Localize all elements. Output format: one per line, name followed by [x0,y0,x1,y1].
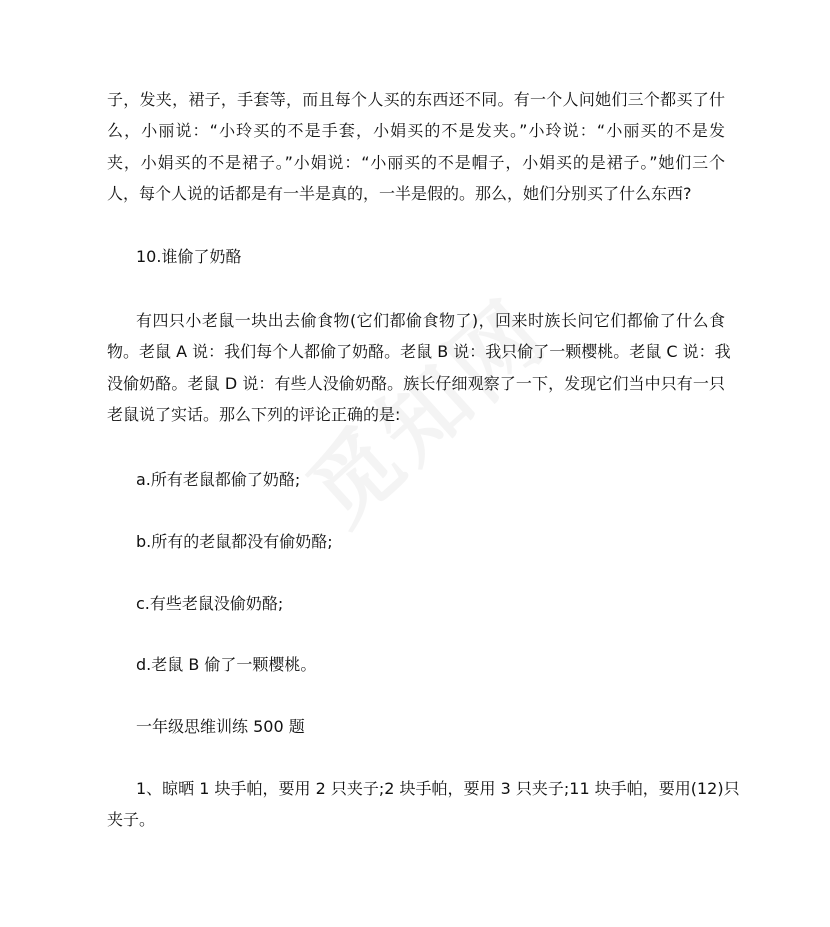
text-line: 老鼠说了实话。那么下列的评论正确的是: [107,404,401,424]
text-line: 有四只小老鼠一块出去偷食物(它们都偷食物了)，回来时族长问它们都偷了什么食 [136,311,725,330]
option-a: a.所有老鼠都偷了奶酪; [136,470,301,489]
section-title: 一年级思维训练 500 题 [136,717,305,736]
text-line: 没偷奶酪。老鼠 D 说：有些人没偷奶酪。族长仔细观察了一下，发现它们当中只有一只 [107,373,725,393]
text-line: 夹子。 [107,810,156,830]
option-c: c.有些老鼠没偷奶酪; [136,594,284,613]
text-line: 人，每个人说的话都是有一半是真的，一半是假的。那么，她们分别买了什么东西? [107,183,692,203]
paragraph-question-1 [107,773,740,836]
text-line: 子，发夹，裙子，手套等，而且每个人买的东西还不同。有一个人问她们三个都买了什 [107,90,725,109]
text-line: 么，小丽说：“小玲买的不是手套，小娟买的不是发夹。”小玲说：“小丽买的不是发 [107,121,725,141]
option-d: d.老鼠 B 偷了一颗樱桃。 [136,655,317,674]
text-line: 夹，小娟买的不是裙子。”小娟说：“小丽买的不是帽子，小娟买的是裙子。”她们三个 [107,152,725,172]
text-line: 物。老鼠 A 说：我们每个人都偷了奶酪。老鼠 B 说：我只偷了一颗樱桃。老鼠 C 说：我 [107,342,731,362]
option-b: b.所有的老鼠都没有偷奶酪; [136,532,333,551]
paragraph-shopping-puzzle [107,84,725,209]
text-line: 1、晾晒 1 块手帕，要用 2 只夹子;2 块手帕，要用 3 只夹子;11 块手帕，要用(12)只 [136,779,740,798]
paragraph-mouse-puzzle [107,305,731,430]
heading-question-10: 10.谁偷了奶酪 [136,247,242,266]
